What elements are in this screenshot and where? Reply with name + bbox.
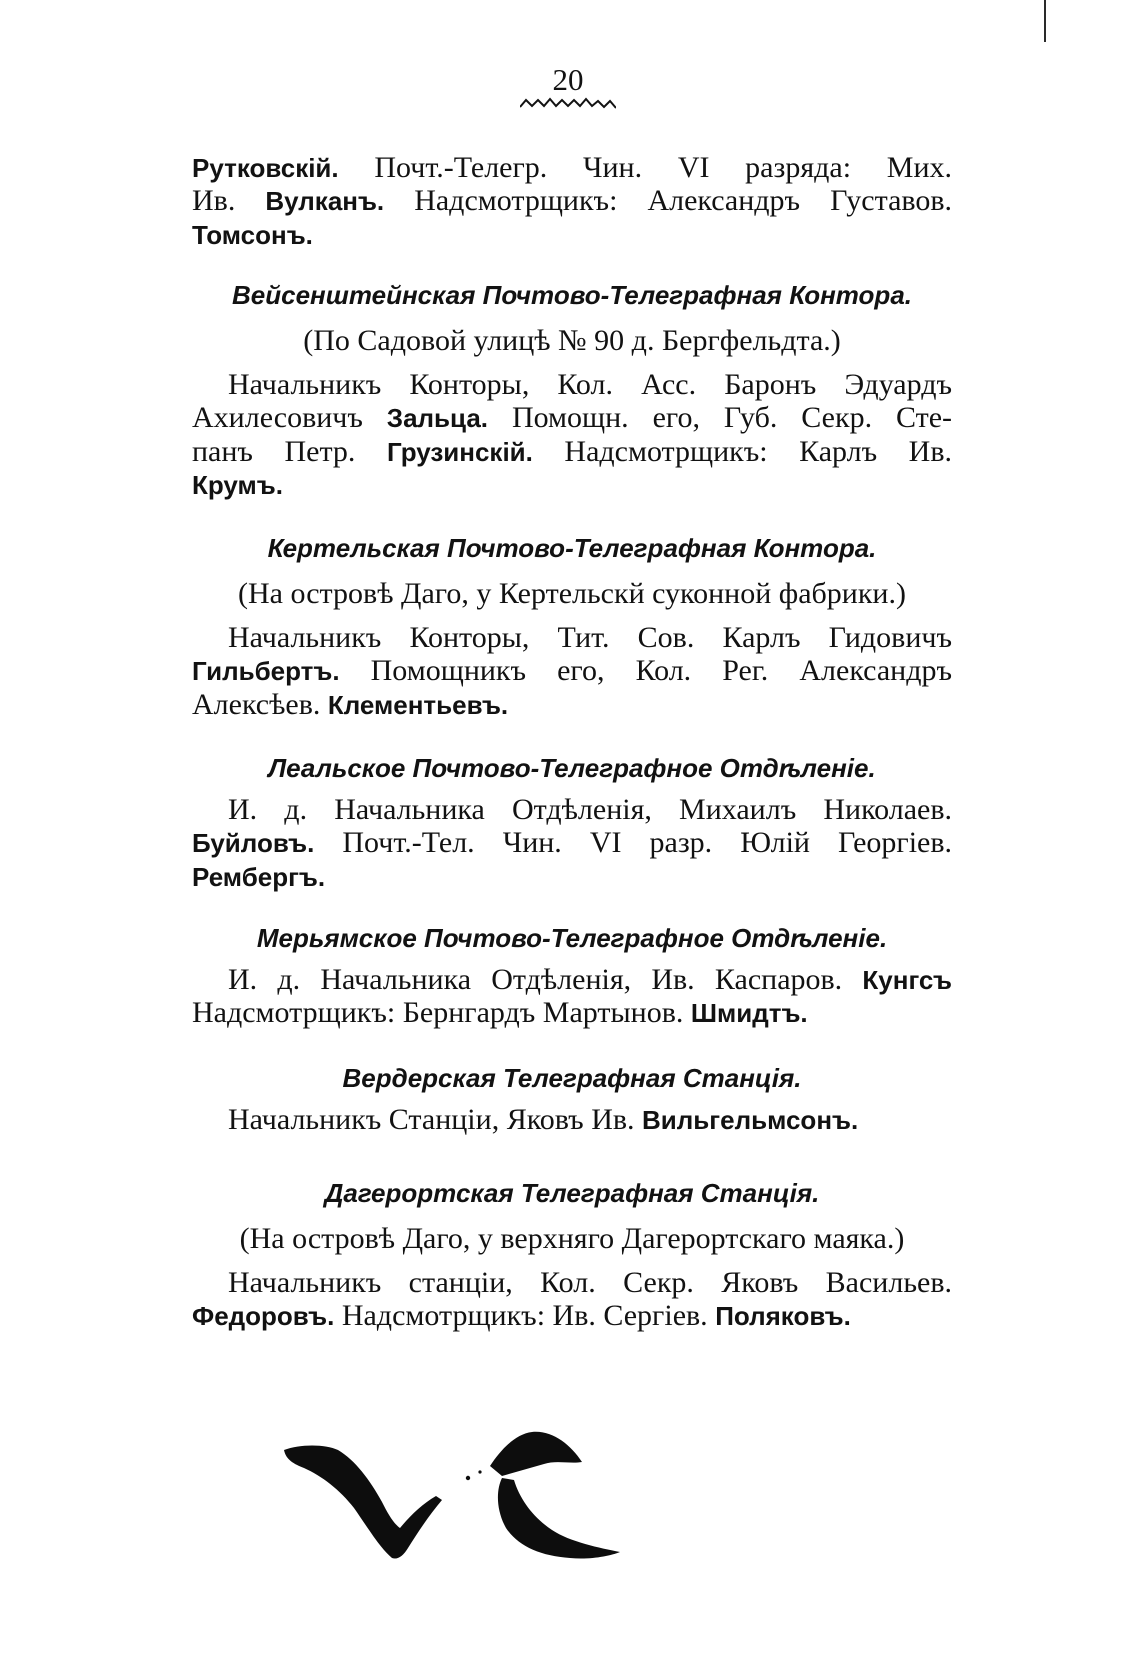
text-line — [192, 368, 952, 401]
text-line — [192, 151, 952, 184]
surname: Гильбертъ. — [192, 656, 340, 687]
ink-speck — [466, 1476, 470, 1480]
surname: Клементьевъ. — [327, 689, 509, 720]
text-line — [192, 793, 952, 826]
section-continuation — [192, 151, 952, 251]
text-line — [192, 184, 952, 217]
text-run: Почт.-Телегр. Чин. VI разряда: Мих. — [374, 151, 953, 184]
text-line — [192, 963, 952, 996]
surname: Грузинскій. — [386, 436, 533, 467]
text-run: Алексѣев. — [192, 687, 321, 721]
section-heading: Кертельская Почтово-Телеграфная Контора. — [267, 533, 877, 563]
section-address: (На островѣ Даго, у верхняго Дагерортскаго маяка.) — [239, 1222, 905, 1255]
section-body — [192, 793, 952, 893]
section-body — [192, 621, 952, 721]
surname: Вильгельмсонъ. — [642, 1105, 859, 1135]
ink-speck — [478, 1470, 481, 1473]
ink-blot-artifacts — [270, 1420, 650, 1570]
ornament-divider — [520, 96, 616, 110]
text-line — [192, 654, 952, 687]
text-line — [192, 996, 952, 1029]
section-weissenstein-office — [192, 278, 952, 502]
surname: Поляковъ. — [715, 1301, 851, 1332]
text-run: И. д. Начальника Отдѣленія, Михаилъ Николаев. — [228, 793, 952, 826]
text-run: Помощникъ его, Кол. Рег. Александръ — [370, 654, 952, 688]
text-run: Надсмотрщикъ: Бернгардъ Мартынов. — [192, 996, 684, 1030]
text-run: Помощн. его, Губ. Секр. Сте- — [511, 401, 953, 435]
section-body — [192, 1266, 952, 1333]
text-line — [192, 826, 952, 859]
surname: Рутковскій. — [192, 153, 339, 183]
ink-blot-right-head — [490, 1432, 582, 1476]
section-heading: Мерьямское Почтово-Телеграфное Отдѣленіе. — [256, 923, 888, 953]
section-body — [192, 368, 952, 502]
text-run: Почт.-Тел. Чин. VI разр. Юлій Георгіев. — [342, 826, 953, 860]
surname: Шмидтъ. — [690, 998, 808, 1029]
text-run: Ив. — [192, 184, 236, 218]
surname: Вулканъ. — [265, 186, 385, 217]
ink-blot-right-tail — [498, 1478, 620, 1559]
ink-blot-left — [284, 1446, 442, 1559]
surname: Буйловъ. — [192, 828, 315, 859]
text-line — [192, 468, 952, 501]
section-heading: Вейсенштейнская Почтово-Телеграфная Контора. — [231, 280, 912, 310]
surname: Рембергъ. — [192, 861, 326, 892]
page-number: 20 — [552, 62, 584, 97]
text-line — [192, 1299, 952, 1332]
text-run: Начальникъ Конторы, Кол. Асс. Баронъ Эдуардъ — [228, 368, 952, 401]
text-line — [192, 688, 952, 721]
section-address: (По Садовой улицѣ № 90 д. Бергфельдта.) — [303, 324, 841, 357]
section-dagerort-station — [192, 1176, 952, 1333]
text-line — [192, 218, 952, 251]
section-body — [192, 1103, 952, 1136]
surname: Федоровъ. — [192, 1301, 335, 1332]
section-heading: Вердерская Телеграфная Станція. — [342, 1063, 802, 1093]
page-edge-line — [1044, 0, 1046, 42]
ornament-wave — [520, 99, 616, 108]
surname: Крумъ. — [192, 470, 283, 501]
section-werder-station — [192, 1061, 952, 1136]
text-run: Ахилесовичъ — [192, 401, 363, 435]
text-run: Начальникъ станціи, Кол. Секр. Яковъ Васильев. — [228, 1266, 952, 1299]
section-heading: Леальское Почтово-Телеграфное Отдѣленіе. — [268, 753, 876, 783]
section-kertel-office — [192, 531, 952, 721]
text-line — [192, 435, 952, 468]
section-heading: Дагерортская Телеграфная Станція. — [324, 1178, 820, 1208]
text-run: И. д. Начальника Отдѣленія, Ив. Каспаров. — [228, 963, 843, 996]
section-merjama-branch — [192, 921, 952, 1030]
text-run: панъ Петр. — [192, 434, 356, 468]
text-line — [192, 1103, 952, 1136]
text-line — [192, 621, 952, 654]
surname: Кунгсъ — [862, 965, 952, 995]
surname: Томсонъ. — [192, 219, 313, 250]
text-run: Начальникъ Конторы, Тит. Сов. Карлъ Гидовичъ — [228, 621, 952, 654]
text-line — [192, 401, 952, 434]
text-run: Надсмотрщикъ: Карлъ Ив. — [564, 434, 953, 468]
text-run: Надсмотрщикъ: Александръ Густавов. — [414, 184, 953, 218]
text-run: Надсмотрщикъ: Ив. Сергіев. — [341, 1299, 708, 1333]
text-line — [192, 1266, 952, 1299]
surname: Зальца. — [386, 403, 489, 434]
text-line — [192, 860, 952, 893]
section-body — [192, 963, 952, 1030]
section-address: (На островѣ Даго, у Кертельскй суконной фабрики.) — [238, 577, 906, 610]
section-leal-branch — [192, 751, 952, 893]
text-run: Начальникъ Станціи, Яковъ Ив. — [228, 1103, 635, 1136]
